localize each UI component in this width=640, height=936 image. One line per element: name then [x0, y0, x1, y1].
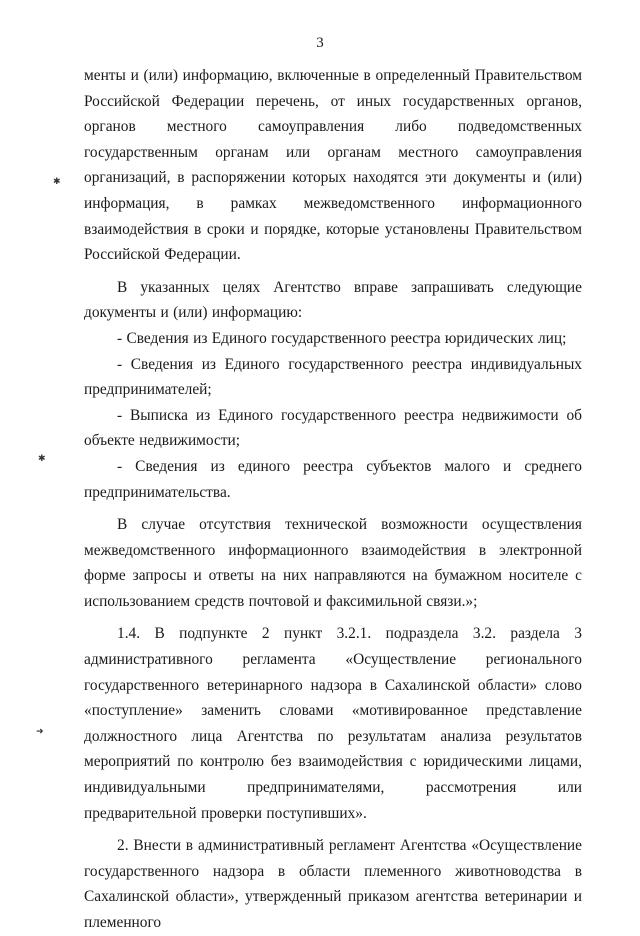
margin-mark-asterisk: ✱: [53, 177, 61, 187]
paragraph-paper-exchange: В случае отсутствия технической возможности осуществления межведомственного информационного взаимодействия в электронной форме запросы и ответы на них направляются на бумажном носителе с использованием средств почтовой и факсимильной связи.»;: [84, 516, 582, 610]
margin-mark-arrow: ➜: [36, 727, 44, 737]
list-item-egrn: - Выписка из Единого государственного реестра недвижимости об объекте недвижимости;: [84, 406, 582, 450]
paragraph-clause-1-4: 1.4. В подпункте 2 пункт 3.2.1. подраздела 3.2. раздела 3 административного регламента «Осуществление регионального государственного ветеринарного надзора в Сахалинской области» слово «поступление» заменить словами «мотивированное представление должностного лица Агентства по результатам анализа результатов мероприятий по контролю без взаимодействия с юридическими лицами, индивидуальными предпринимателями, рассмотрения или предварительной проверки поступивших».: [84, 625, 582, 822]
list-item-egrul: - Сведения из Единого государственного реестра юридических лиц;: [117, 329, 567, 347]
list-item-egrip: - Сведения из Единого государственного реестра индивидуальных предпринимателей;: [84, 355, 582, 399]
margin-mark-asterisk: ✱: [38, 454, 46, 464]
paragraph-continuation: менты и (или) информацию, включенные в определенный Правительством Российской Федерации перечень, от иных государственных органов, органов местного самоуправления либо подведомственных государственным органам или органам местного самоуправления организаций, в распоряжении которых находятся эти документы и (или) информация, в рамках межведомственного информационного взаимодействия в сроки и порядке, которые установлены Правительством Российской Федерации.: [84, 67, 582, 264]
paragraph-clause-2: 2. Внести в административный регламент Агентства «Осуществление государственного надзора в области племенного животноводства в Сахалинской области», утвержденный приказом агентства ветеринарии и племенного: [84, 837, 582, 931]
page-number: 3: [316, 35, 324, 51]
paragraph-request-intro: В указанных целях Агентство вправе запрашивать следующие документы и (или) информацию:: [84, 278, 582, 322]
list-item-msp-registry: - Сведения из единого реестра субъектов малого и среднего предпринимательства.: [84, 457, 582, 501]
document-body: [84, 63, 582, 936]
